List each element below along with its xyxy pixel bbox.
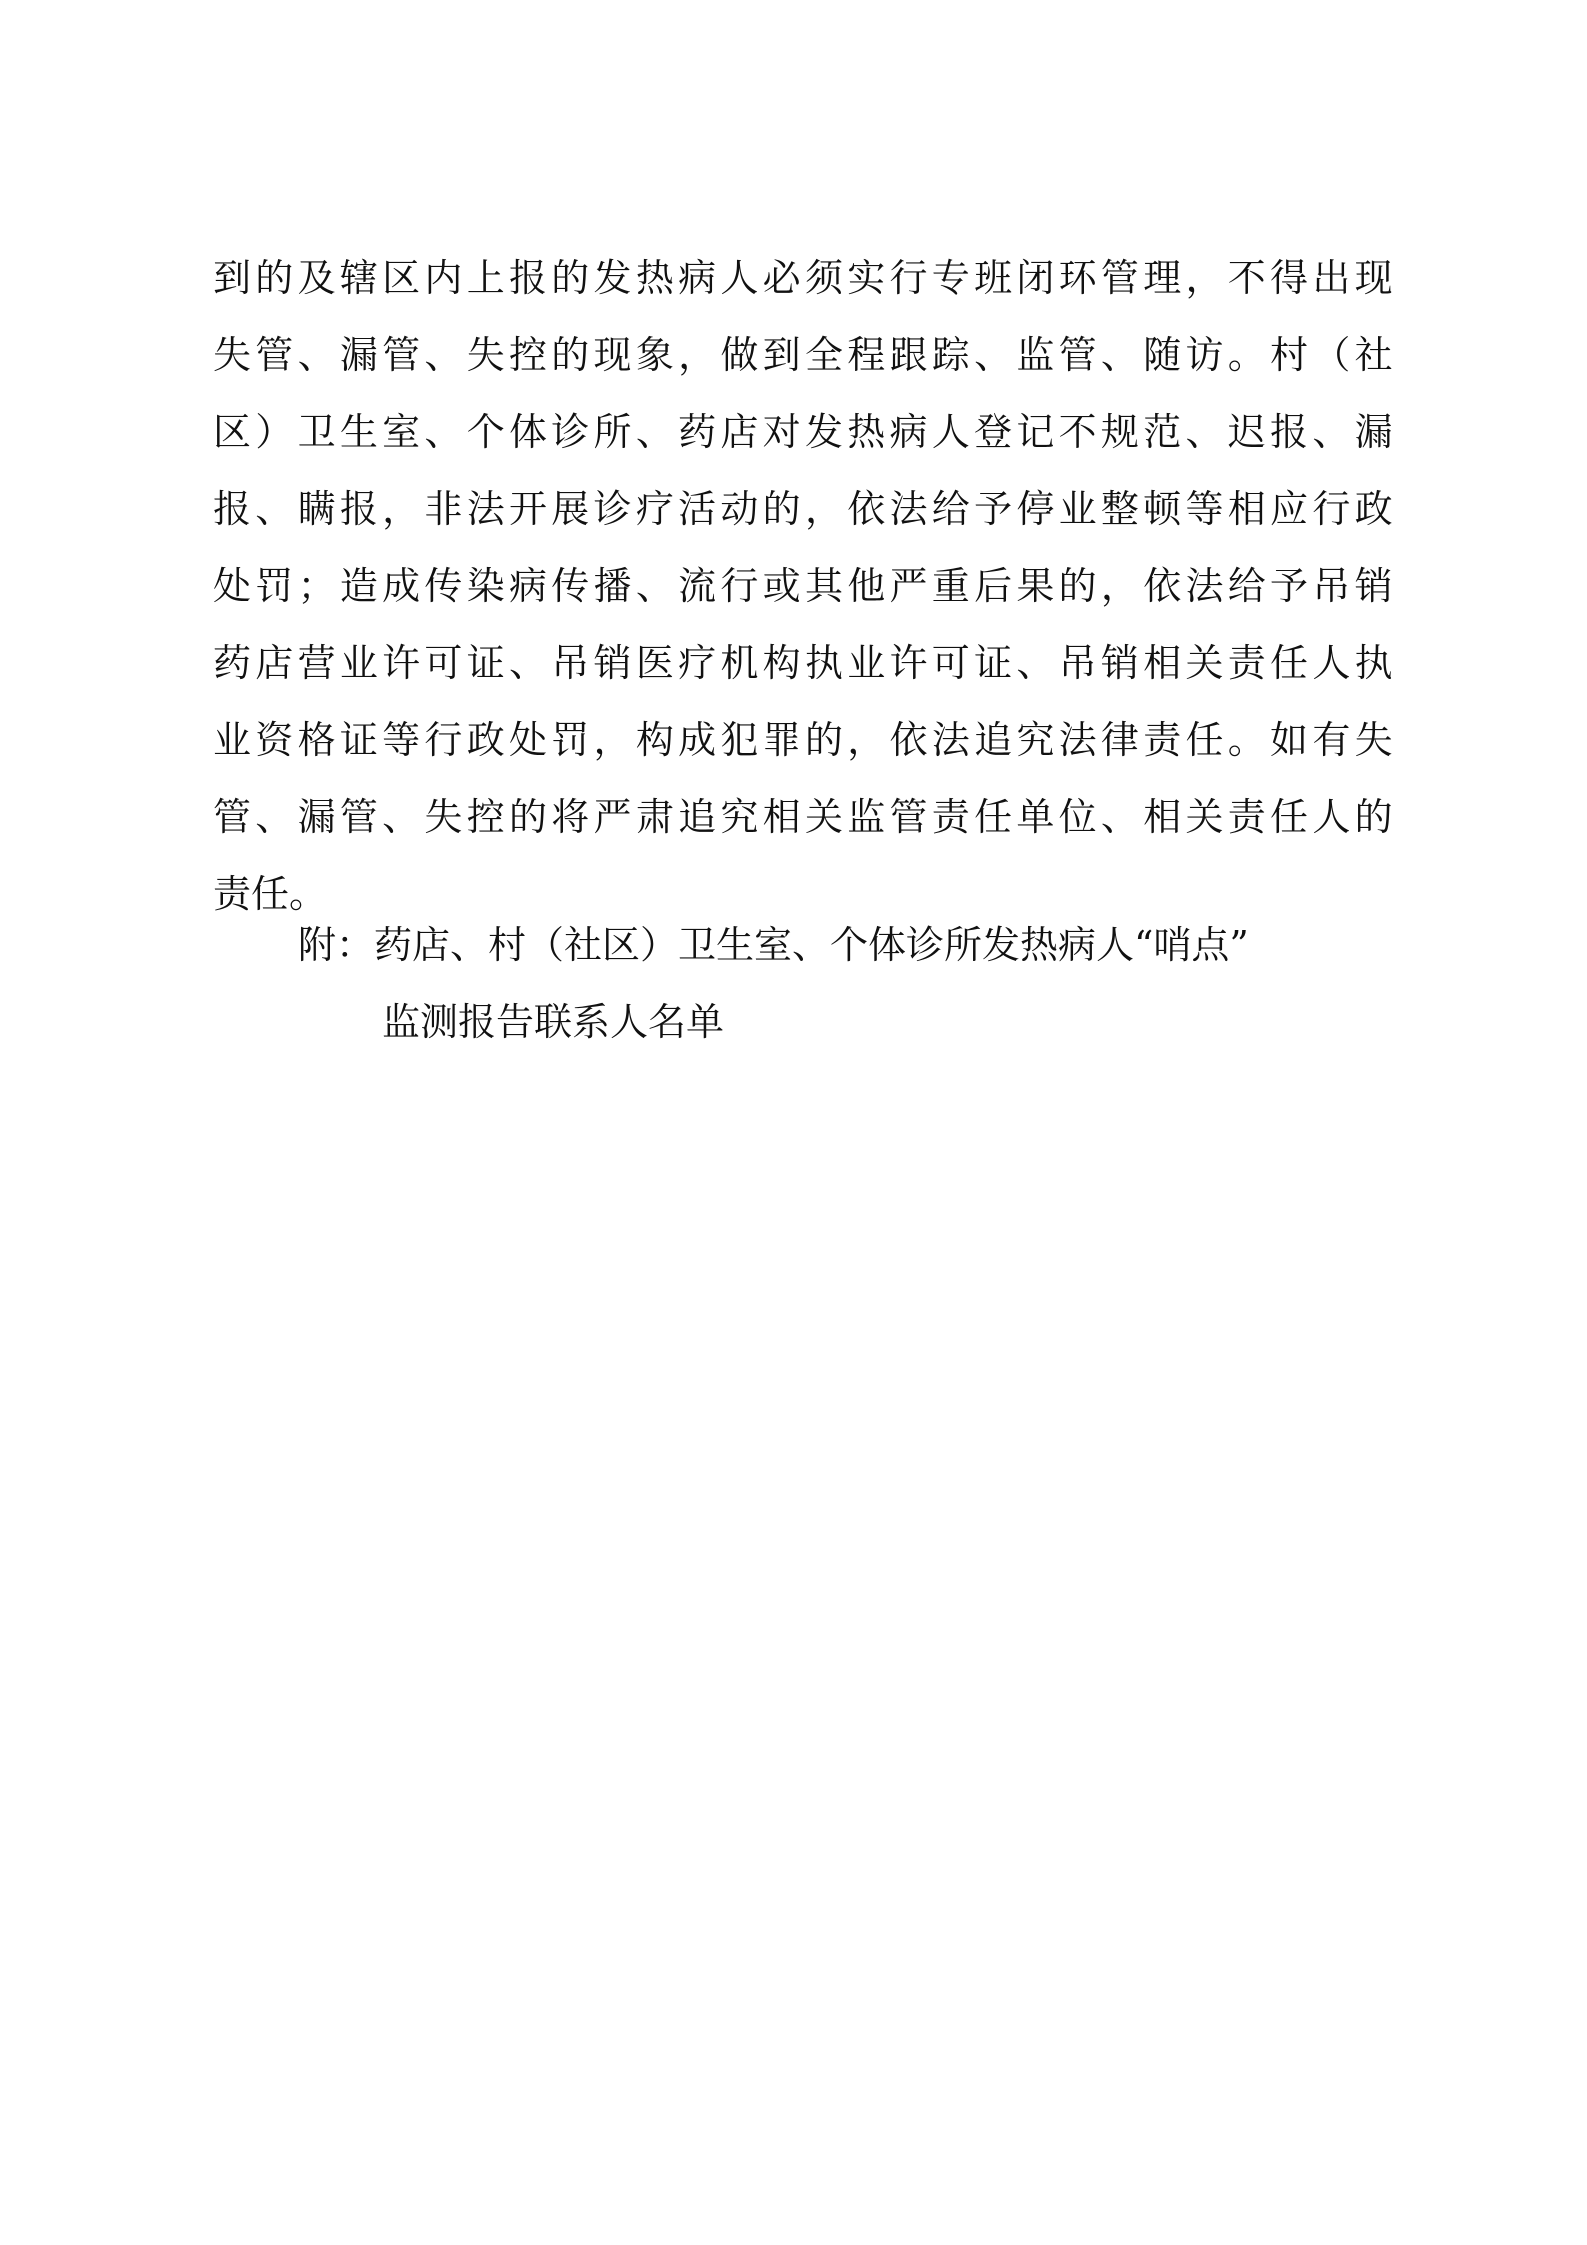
- attachment-line-1: 附：药店、村（社区）卫生室、个体诊所发热病人“哨点”: [298, 923, 1249, 967]
- body-line: 管 、 漏 管 、 失 控 的 将 严 肃 追 究 相 关 监 管 责 任 单 位 、 相 关 责 任 人 的: [213, 795, 1393, 839]
- body-line: 业 资 格 证 等 行 政 处 罚 ， 构 成 犯 罪 的 ， 依 法 追 究 法 律 责 任 。 如 有 失: [213, 718, 1393, 762]
- body-line: 到 的 及 辖 区 内 上 报 的 发 热 病 人 必 须 实 行 专 班 闭 环 管 理 ， 不 得 出 现: [213, 256, 1393, 300]
- attachment-note: [298, 907, 1398, 1061]
- body-paragraph: [213, 240, 1393, 933]
- body-line: 药 店 营 业 许 可 证 、 吊 销 医 疗 机 构 执 业 许 可 证 、 吊 销 相 关 责 任 人 执: [213, 641, 1393, 685]
- body-line: 责任。: [213, 872, 328, 916]
- body-line: 报 、 瞒 报 ， 非 法 开 展 诊 疗 活 动 的 ， 依 法 给 予 停 业 整 顿 等 相 应 行 政: [213, 487, 1393, 531]
- body-line: 失 管 、 漏 管 、 失 控 的 现 象 ， 做 到 全 程 跟 踪 、 监 管 、 随 访 。 村 （ 社: [213, 333, 1393, 377]
- body-line: 区 ） 卫 生 室 、 个 体 诊 所 、 药 店 对 发 热 病 人 登 记 不 规 范 、 迟 报 、 漏: [213, 410, 1393, 454]
- body-line: 处 罚 ； 造 成 传 染 病 传 播 、 流 行 或 其 他 严 重 后 果 的 ， 依 法 给 予 吊 销: [213, 564, 1393, 608]
- attachment-line-2: 监测报告联系人名单: [382, 1000, 725, 1044]
